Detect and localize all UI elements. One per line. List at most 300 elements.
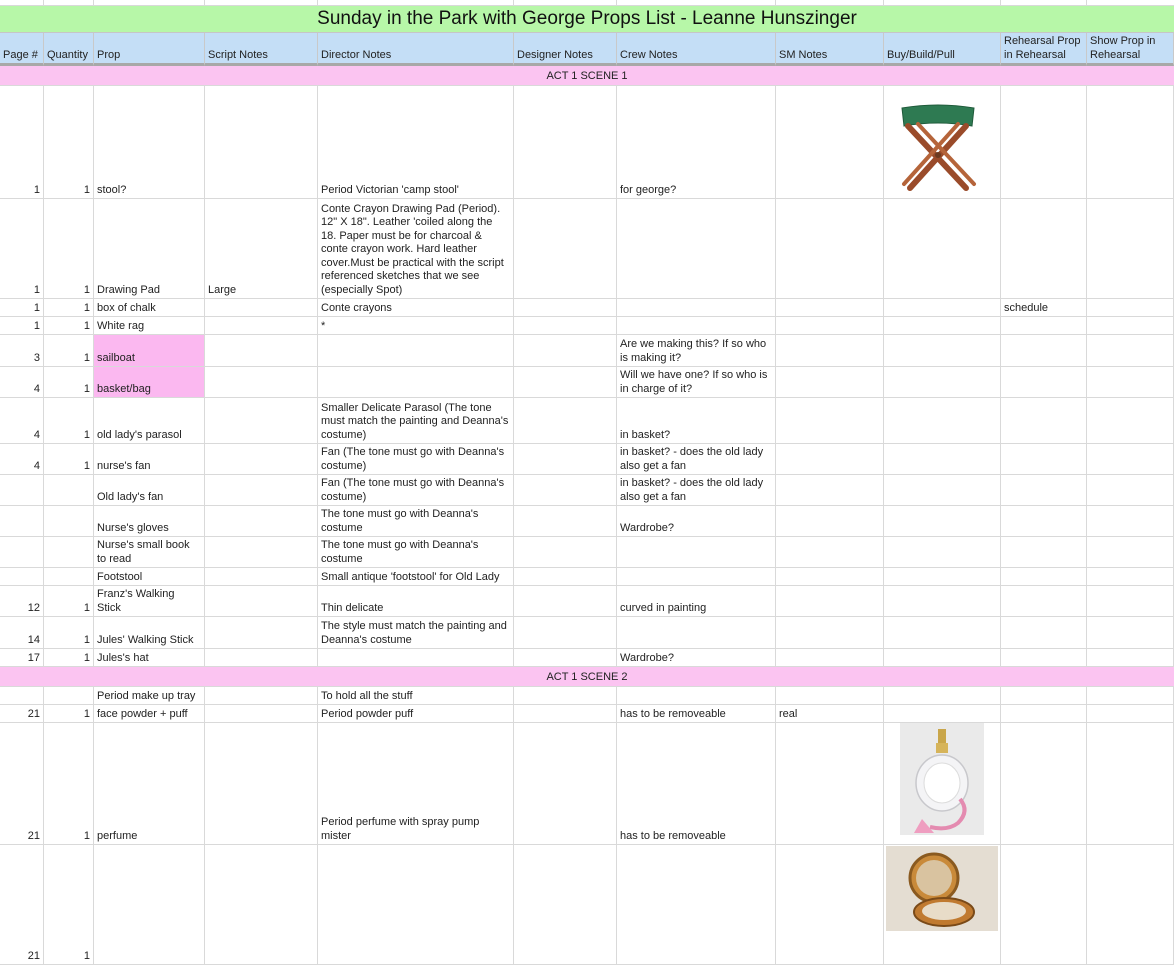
cell-sm-notes[interactable] <box>776 586 884 617</box>
cell-show-prop[interactable] <box>1087 444 1174 475</box>
cell-prop-text: stool? <box>97 183 127 196</box>
cell-crew-notes-text: Wardrobe? <box>620 521 675 534</box>
cell-buy-build-pull[interactable] <box>884 617 1001 649</box>
cell-director-notes[interactable] <box>318 845 514 965</box>
cell-director-notes-text: To hold all the stuff <box>321 689 413 702</box>
cell-prop[interactable] <box>94 299 205 317</box>
table-row <box>0 317 1174 335</box>
cell-show-prop[interactable] <box>1087 845 1174 965</box>
cell-crew-notes-text: curved in painting <box>620 601 707 614</box>
cell-page[interactable] <box>0 475 44 506</box>
column-header-buy-build-pull[interactable]: Buy/Build/Pull <box>884 33 1001 66</box>
cell-director-notes[interactable] <box>318 568 514 586</box>
cell-prop-text: Jules's hat <box>97 651 149 664</box>
cell-director-notes[interactable] <box>318 444 514 475</box>
cell-sm-notes[interactable] <box>776 649 884 667</box>
cell-page[interactable] <box>0 537 44 568</box>
cell-director-notes[interactable] <box>318 705 514 723</box>
cell-prop[interactable] <box>94 568 205 586</box>
cell-prop-text: White rag <box>97 319 145 332</box>
scene-heading: ACT 1 SCENE 2 <box>0 667 1174 687</box>
cell-sm-notes[interactable] <box>776 444 884 475</box>
cell-script-notes[interactable] <box>205 299 318 317</box>
cell-sm-notes[interactable] <box>776 506 884 537</box>
cell-quantity[interactable] <box>44 537 94 568</box>
cell-quantity[interactable] <box>44 475 94 506</box>
cell-page-text: 1 <box>33 319 40 332</box>
cell-script-notes[interactable] <box>205 199 318 299</box>
cell-buy-build-pull[interactable] <box>884 444 1001 475</box>
cell-crew-notes-text: in basket? - does the old lady also get a fan <box>620 446 764 472</box>
cell-quantity[interactable] <box>44 199 94 299</box>
cell-script-notes[interactable] <box>205 335 318 367</box>
cell-page[interactable] <box>0 335 44 367</box>
cell-buy-build-pull[interactable] <box>884 335 1001 367</box>
cell-designer-notes[interactable] <box>514 335 617 367</box>
cell-director-notes[interactable] <box>318 649 514 667</box>
cell-rehearsal-prop[interactable] <box>1001 705 1087 723</box>
cell-designer-notes[interactable] <box>514 649 617 667</box>
cell-buy-build-pull[interactable] <box>884 649 1001 667</box>
cell-page[interactable] <box>0 398 44 444</box>
cell-crew-notes[interactable] <box>617 649 776 667</box>
cell-buy-build-pull[interactable] <box>884 475 1001 506</box>
cell-designer-notes[interactable] <box>514 705 617 723</box>
cell-sm-notes[interactable] <box>776 845 884 965</box>
cell-quantity[interactable] <box>44 317 94 335</box>
cell-rehearsal-prop[interactable] <box>1001 475 1087 506</box>
cell-buy-build-pull[interactable] <box>884 199 1001 299</box>
cell-designer-notes[interactable] <box>514 723 617 845</box>
scene-heading: ACT 1 SCENE 1 <box>0 66 1174 86</box>
cell-designer-notes[interactable] <box>514 586 617 617</box>
cell-quantity-text: 1 <box>83 183 90 196</box>
cell-quantity[interactable] <box>44 367 94 398</box>
cell-show-prop[interactable] <box>1087 723 1174 845</box>
cell-rehearsal-prop[interactable] <box>1001 199 1087 299</box>
cell-quantity-text: 1 <box>83 601 90 614</box>
cell-director-notes-text: Conte crayons <box>321 301 392 314</box>
cell-designer-notes[interactable] <box>514 617 617 649</box>
cell-page-text: 3 <box>33 351 40 364</box>
column-header-script-notes[interactable]: Script Notes <box>205 33 318 66</box>
cell-rehearsal-prop[interactable] <box>1001 335 1087 367</box>
cell-show-prop[interactable] <box>1087 367 1174 398</box>
cell-show-prop[interactable] <box>1087 617 1174 649</box>
cell-quantity[interactable] <box>44 299 94 317</box>
cell-page[interactable] <box>0 444 44 475</box>
cell-sm-notes[interactable] <box>776 537 884 568</box>
column-header-show-prop[interactable]: Show Prop in Rehearsal <box>1087 33 1174 66</box>
cell-page[interactable] <box>0 199 44 299</box>
cell-sm-notes-text: real <box>779 707 798 720</box>
cell-page-text: 17 <box>27 651 40 664</box>
cell-prop[interactable] <box>94 475 205 506</box>
table-row <box>0 299 1174 317</box>
column-header-director-notes[interactable]: Director Notes <box>318 33 514 66</box>
cell-director-notes[interactable] <box>318 367 514 398</box>
cell-show-prop[interactable] <box>1087 649 1174 667</box>
cell-rehearsal-prop[interactable] <box>1001 398 1087 444</box>
cell-director-notes-text: Conte Crayon Drawing Pad (Period). 12" X 18". Leather 'coiled along the 18. Paper must be for charcoal & conte crayon work. Hard leather cover.Must be practical with the script referenced sketches that we see (especially Spot) <box>321 202 504 296</box>
cell-show-prop[interactable] <box>1087 568 1174 586</box>
cell-show-prop[interactable] <box>1087 398 1174 444</box>
cell-script-notes[interactable] <box>205 475 318 506</box>
cell-quantity-text: 1 <box>83 633 90 646</box>
cell-page[interactable] <box>0 299 44 317</box>
cell-page-text: 1 <box>33 183 40 196</box>
cell-quantity[interactable] <box>44 86 94 199</box>
cell-designer-notes[interactable] <box>514 86 617 199</box>
cell-script-notes-text: Large <box>208 283 237 296</box>
cell-designer-notes[interactable] <box>514 199 617 299</box>
cell-designer-notes[interactable] <box>514 317 617 335</box>
cell-designer-notes[interactable] <box>514 299 617 317</box>
cell-director-notes[interactable] <box>318 586 514 617</box>
table-row <box>0 475 1174 506</box>
cell-quantity[interactable] <box>44 705 94 723</box>
cell-crew-notes[interactable] <box>617 506 776 537</box>
header-row <box>0 33 1174 66</box>
cell-quantity-text: 1 <box>83 949 90 962</box>
cell-prop[interactable] <box>94 586 205 617</box>
cell-script-notes[interactable] <box>205 444 318 475</box>
cell-script-notes[interactable] <box>205 86 318 199</box>
cell-quantity[interactable] <box>44 617 94 649</box>
cell-page[interactable] <box>0 367 44 398</box>
table-row <box>0 444 1174 475</box>
cell-script-notes[interactable] <box>205 537 318 568</box>
cell-rehearsal-prop[interactable] <box>1001 617 1087 649</box>
cell-sm-notes[interactable] <box>776 617 884 649</box>
camp-stool-image[interactable] <box>896 100 980 194</box>
table-row <box>0 86 1174 199</box>
cell-director-notes-text: * <box>321 319 326 332</box>
cell-designer-notes[interactable] <box>514 444 617 475</box>
cell-buy-build-pull[interactable] <box>884 687 1001 705</box>
cell-sm-notes[interactable] <box>776 299 884 317</box>
cell-page[interactable] <box>0 568 44 586</box>
cell-quantity[interactable] <box>44 335 94 367</box>
cell-prop[interactable] <box>94 506 205 537</box>
cell-script-notes[interactable] <box>205 649 318 667</box>
cell-show-prop[interactable] <box>1087 335 1174 367</box>
cell-prop[interactable] <box>94 367 205 398</box>
cell-crew-notes[interactable] <box>617 444 776 475</box>
cell-page-text: 1 <box>33 301 40 314</box>
cell-prop[interactable] <box>94 317 205 335</box>
cell-crew-notes[interactable] <box>617 568 776 586</box>
cell-show-prop[interactable] <box>1087 586 1174 617</box>
cell-buy-build-pull[interactable] <box>884 705 1001 723</box>
table-row <box>0 723 1174 845</box>
cell-crew-notes-text: has to be removeable <box>620 707 726 720</box>
sheet-title: Sunday in the Park with George Props List - Leanne Hunszinger <box>0 6 1174 33</box>
cell-designer-notes[interactable] <box>514 475 617 506</box>
cell-director-notes[interactable] <box>318 317 514 335</box>
cell-script-notes[interactable] <box>205 723 318 845</box>
cell-page[interactable] <box>0 317 44 335</box>
table-row <box>0 586 1174 617</box>
cell-sm-notes[interactable] <box>776 317 884 335</box>
cell-page[interactable] <box>0 845 44 965</box>
cell-prop-text: old lady's parasol <box>97 428 182 441</box>
cell-script-notes[interactable] <box>205 398 318 444</box>
cell-crew-notes-text: has to be removeable <box>620 829 726 842</box>
cell-quantity-text: 1 <box>83 283 90 296</box>
cell-buy-build-pull[interactable] <box>884 367 1001 398</box>
cell-prop-text: basket/bag <box>97 382 151 395</box>
cell-rehearsal-prop[interactable] <box>1001 568 1087 586</box>
cell-buy-build-pull[interactable] <box>884 398 1001 444</box>
column-header-designer-notes[interactable]: Designer Notes <box>514 33 617 66</box>
cell-crew-notes[interactable] <box>617 398 776 444</box>
cell-director-notes[interactable] <box>318 335 514 367</box>
cell-sm-notes[interactable] <box>776 367 884 398</box>
cell-quantity-text: 1 <box>83 707 90 720</box>
cell-quantity[interactable] <box>44 845 94 965</box>
cell-show-prop[interactable] <box>1087 299 1174 317</box>
cell-show-prop[interactable] <box>1087 199 1174 299</box>
cell-prop-text: face powder + puff <box>97 707 188 720</box>
cell-page[interactable] <box>0 617 44 649</box>
cell-page[interactable] <box>0 723 44 845</box>
cell-script-notes[interactable] <box>205 367 318 398</box>
cell-prop[interactable] <box>94 705 205 723</box>
column-header-page[interactable]: Page # <box>0 33 44 66</box>
cell-prop-text: Period make up tray <box>97 689 196 702</box>
cell-crew-notes[interactable] <box>617 335 776 367</box>
cell-crew-notes-text: Are we making this? If so who is making it? <box>620 338 767 364</box>
cell-quantity[interactable] <box>44 649 94 667</box>
cell-sm-notes[interactable] <box>776 687 884 705</box>
cell-rehearsal-prop[interactable] <box>1001 649 1087 667</box>
cell-crew-notes-text: Will we have one? If so who is in charge of it? <box>620 369 768 395</box>
cell-script-notes[interactable] <box>205 506 318 537</box>
cell-show-prop[interactable] <box>1087 86 1174 199</box>
cell-sm-notes[interactable] <box>776 199 884 299</box>
cell-sm-notes[interactable] <box>776 398 884 444</box>
cell-director-notes[interactable] <box>318 398 514 444</box>
cell-sm-notes[interactable] <box>776 335 884 367</box>
cell-director-notes-text: The style must match the painting and Deanna's costume <box>321 620 507 646</box>
cell-quantity-text: 1 <box>83 651 90 664</box>
cell-director-notes-text: Fan (The tone must go with Deanna's costume) <box>321 446 505 472</box>
cell-prop-text: Nurse's small book to read <box>97 539 190 565</box>
cell-script-notes[interactable] <box>205 845 318 965</box>
cell-rehearsal-prop[interactable] <box>1001 317 1087 335</box>
cell-prop[interactable] <box>94 649 205 667</box>
cell-designer-notes[interactable] <box>514 367 617 398</box>
cell-director-notes[interactable] <box>318 506 514 537</box>
table-row <box>0 568 1174 586</box>
cell-designer-notes[interactable] <box>514 537 617 568</box>
cell-prop[interactable] <box>94 199 205 299</box>
cell-script-notes[interactable] <box>205 568 318 586</box>
cell-show-prop[interactable] <box>1087 537 1174 568</box>
cell-quantity-text: 1 <box>83 301 90 314</box>
cell-prop-text: box of chalk <box>97 301 156 314</box>
cell-prop-text: Footstool <box>97 570 143 583</box>
cell-director-notes[interactable] <box>318 475 514 506</box>
cell-prop[interactable] <box>94 398 205 444</box>
cell-director-notes-text: Period powder puff <box>321 707 414 720</box>
cell-buy-build-pull[interactable] <box>884 586 1001 617</box>
cell-sm-notes[interactable] <box>776 705 884 723</box>
column-header-sm-notes[interactable]: SM Notes <box>776 33 884 66</box>
cell-director-notes[interactable] <box>318 687 514 705</box>
cell-crew-notes-text: in basket? - does the old lady also get a fan <box>620 477 764 503</box>
cell-director-notes[interactable] <box>318 617 514 649</box>
cell-script-notes[interactable] <box>205 586 318 617</box>
cell-quantity[interactable] <box>44 687 94 705</box>
cell-prop[interactable] <box>94 687 205 705</box>
cell-show-prop[interactable] <box>1087 705 1174 723</box>
cell-director-notes-text: Thin delicate <box>321 601 384 614</box>
cell-crew-notes[interactable] <box>617 317 776 335</box>
cell-designer-notes[interactable] <box>514 568 617 586</box>
cell-show-prop[interactable] <box>1087 687 1174 705</box>
table-row <box>0 649 1174 667</box>
cell-page-text: 4 <box>33 428 40 441</box>
cell-director-notes[interactable] <box>318 86 514 199</box>
cell-designer-notes[interactable] <box>514 398 617 444</box>
cell-show-prop[interactable] <box>1087 317 1174 335</box>
cell-designer-notes[interactable] <box>514 687 617 705</box>
cell-rehearsal-prop[interactable] <box>1001 687 1087 705</box>
cell-crew-notes[interactable] <box>617 845 776 965</box>
cell-crew-notes[interactable] <box>617 586 776 617</box>
cell-crew-notes[interactable] <box>617 537 776 568</box>
cell-show-prop[interactable] <box>1087 475 1174 506</box>
cell-quantity[interactable] <box>44 506 94 537</box>
cell-crew-notes[interactable] <box>617 687 776 705</box>
cell-script-notes[interactable] <box>205 705 318 723</box>
column-header-crew-notes[interactable]: Crew Notes <box>617 33 776 66</box>
cell-sm-notes[interactable] <box>776 723 884 845</box>
cell-crew-notes[interactable] <box>617 199 776 299</box>
cell-director-notes-text: The tone must go with Deanna's costume <box>321 539 479 565</box>
cell-quantity[interactable] <box>44 586 94 617</box>
cell-prop-text: Drawing Pad <box>97 283 160 296</box>
cell-crew-notes-text: for george? <box>620 183 677 196</box>
cell-prop[interactable] <box>94 335 205 367</box>
cell-rehearsal-prop[interactable] <box>1001 723 1087 845</box>
cell-director-notes-text: Period Victorian 'camp stool' <box>321 183 459 196</box>
cell-rehearsal-prop[interactable] <box>1001 537 1087 568</box>
cell-prop-text: Franz's Walking Stick <box>97 588 175 614</box>
cell-director-notes-text: Smaller Delicate Parasol (The tone must match the painting and Deanna's costume) <box>321 401 509 441</box>
cell-quantity[interactable] <box>44 398 94 444</box>
cell-prop[interactable] <box>94 86 205 199</box>
cell-crew-notes[interactable] <box>617 367 776 398</box>
table-row <box>0 199 1174 299</box>
cell-quantity-text: 1 <box>83 319 90 332</box>
cell-prop[interactable] <box>94 537 205 568</box>
cell-crew-notes[interactable] <box>617 723 776 845</box>
cell-buy-build-pull[interactable] <box>884 537 1001 568</box>
cell-rehearsal-prop[interactable] <box>1001 506 1087 537</box>
cell-prop[interactable] <box>94 444 205 475</box>
cell-quantity-text: 1 <box>83 351 90 364</box>
cell-quantity[interactable] <box>44 444 94 475</box>
cell-rehearsal-prop[interactable] <box>1001 86 1087 199</box>
cell-rehearsal-prop[interactable] <box>1001 444 1087 475</box>
cell-page-text: 12 <box>27 601 40 614</box>
cell-director-notes[interactable] <box>318 537 514 568</box>
cell-director-notes[interactable] <box>318 299 514 317</box>
cell-crew-notes[interactable] <box>617 299 776 317</box>
cell-rehearsal-prop[interactable] <box>1001 367 1087 398</box>
cell-prop[interactable] <box>94 845 205 965</box>
cell-page[interactable] <box>0 506 44 537</box>
cell-script-notes[interactable] <box>205 617 318 649</box>
cell-rehearsal-prop-text: schedule <box>1004 301 1049 314</box>
cell-script-notes[interactable] <box>205 317 318 335</box>
compact-mirror-image[interactable] <box>886 846 998 931</box>
cell-director-notes[interactable] <box>318 723 514 845</box>
cell-director-notes-text: The tone must go with Deanna's costume <box>321 508 479 534</box>
cell-designer-notes[interactable] <box>514 845 617 965</box>
cell-director-notes[interactable] <box>318 199 514 299</box>
cell-show-prop[interactable] <box>1087 506 1174 537</box>
cell-page-text: 21 <box>27 829 40 842</box>
cell-page-text: 21 <box>27 707 40 720</box>
perfume-bottle-image[interactable] <box>900 723 984 835</box>
table-row <box>0 687 1174 705</box>
cell-director-notes-text: Period perfume with spray pump mister <box>321 816 480 842</box>
cell-page[interactable] <box>0 86 44 199</box>
cell-rehearsal-prop[interactable] <box>1001 845 1087 965</box>
cell-crew-notes[interactable] <box>617 617 776 649</box>
column-header-quantity[interactable]: Quantity <box>44 33 94 66</box>
cell-page[interactable] <box>0 649 44 667</box>
cell-sm-notes[interactable] <box>776 568 884 586</box>
cell-quantity-text: 1 <box>83 829 90 842</box>
cell-quantity-text: 1 <box>83 382 90 395</box>
cell-rehearsal-prop[interactable] <box>1001 299 1087 317</box>
cell-page[interactable] <box>0 687 44 705</box>
cell-designer-notes[interactable] <box>514 506 617 537</box>
table-row <box>0 617 1174 649</box>
column-header-rehearsal-prop[interactable]: Rehearsal Prop in Rehearsal <box>1001 33 1087 66</box>
column-header-prop[interactable]: Prop <box>94 33 205 66</box>
cell-crew-notes[interactable] <box>617 705 776 723</box>
cell-script-notes[interactable] <box>205 687 318 705</box>
cell-crew-notes[interactable] <box>617 86 776 199</box>
cell-prop[interactable] <box>94 723 205 845</box>
cell-rehearsal-prop[interactable] <box>1001 586 1087 617</box>
cell-page[interactable] <box>0 705 44 723</box>
cell-buy-build-pull[interactable] <box>884 506 1001 537</box>
cell-buy-build-pull[interactable] <box>884 317 1001 335</box>
cell-buy-build-pull[interactable] <box>884 299 1001 317</box>
cell-quantity[interactable] <box>44 568 94 586</box>
cell-crew-notes[interactable] <box>617 475 776 506</box>
cell-page-text: 14 <box>27 633 40 646</box>
cell-page[interactable] <box>0 586 44 617</box>
cell-buy-build-pull[interactable] <box>884 568 1001 586</box>
table-row <box>0 398 1174 444</box>
cell-prop[interactable] <box>94 617 205 649</box>
cell-page-text: 1 <box>33 283 40 296</box>
cell-quantity[interactable] <box>44 723 94 845</box>
cell-crew-notes-text: Wardrobe? <box>620 651 675 664</box>
cell-sm-notes[interactable] <box>776 475 884 506</box>
cell-prop-text: perfume <box>97 829 138 842</box>
cell-sm-notes[interactable] <box>776 86 884 199</box>
cell-prop-text: nurse's fan <box>97 459 151 472</box>
